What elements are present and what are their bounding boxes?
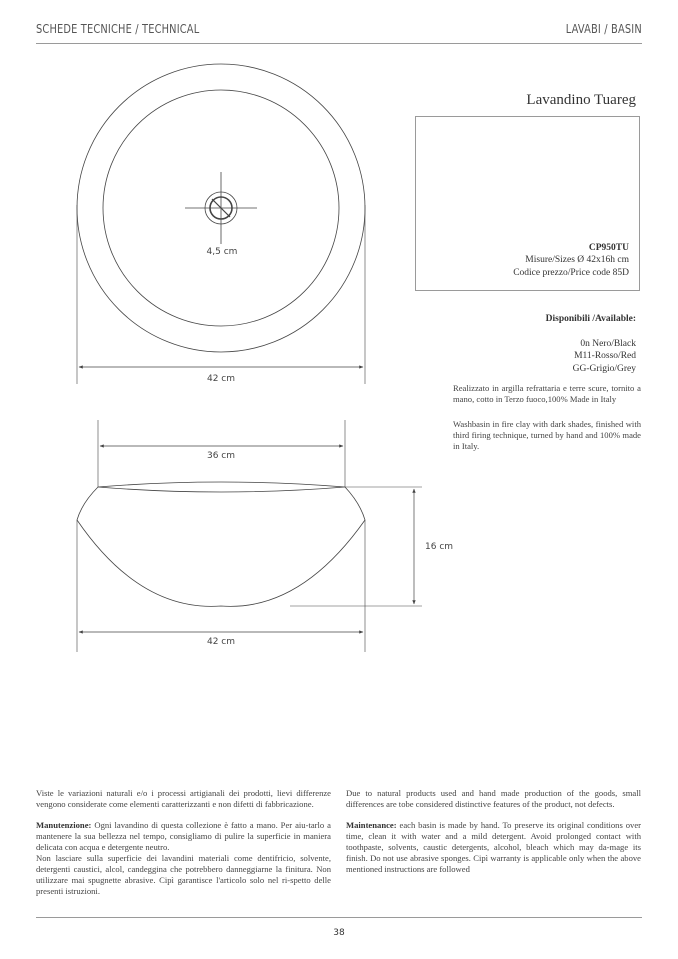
header-category-label: LAVABI / BASIN — [565, 22, 642, 36]
top-view-drawing — [77, 64, 365, 384]
basin-rim-line — [98, 487, 345, 492]
notes-it-intro: Viste le variazioni naturali e/o i processi artigianali dei prodotti, lievi differenze vengono considerate come elementi caratterizzanti e non difetti di fabbricazione. — [36, 788, 331, 809]
notes-it-maintenance — [36, 820, 331, 853]
description-italian: Realizzato in argilla refrattaria e terre scure, tornito a mano, cotto in Terzo fuoco,100% Made in Italy — [453, 383, 641, 404]
availability-block — [546, 313, 636, 375]
footer-divider — [36, 917, 642, 918]
product-sizes: Misure/Sizes Ø 42x16h cm — [525, 255, 629, 265]
availability-option: 0n Nero/Black — [580, 338, 636, 349]
notes-it-maintenance-label: Manutenzione: — [36, 820, 92, 830]
product-code: CP950TU — [588, 242, 629, 253]
notes-english — [346, 788, 641, 875]
availability-option: M11-Rosso/Red — [574, 351, 636, 361]
notes-it-maintenance-text: Ogni lavandino di questa collezione è fatto a mano. Per aiu-tarlo a mantenere la sua bellezza nel tempo, consigliamo di pulire la superficie in maniera delicata con acqua e detergente neutro. — [36, 820, 331, 852]
rim-width-label: 36 cm — [206, 451, 236, 461]
notes-it-warning: Non lasciare sulla superficie dei lavandini materiali come dentifricio, solvente, detergenti caustici, alcol, candeggina che potrebbero danneggiarne la finitura. Non utilizzare mai spugnette abrasive. Cipì garantisce l'articolo solo nel ri-spetto delle presenti istruzioni. — [36, 853, 331, 896]
height-label: 16 cm — [425, 542, 454, 552]
drain-diameter-label: 4,5 cm — [206, 247, 238, 257]
product-info-text — [513, 242, 629, 280]
description-english: Washbasin in fire clay with dark shades, finished with third firing technique, turned by hand and 100% made in Italy. — [453, 419, 641, 451]
header-section-label: SCHEDE TECNICHE / TECHNICAL — [36, 22, 200, 36]
notes-en-intro: Due to natural products used and hand made production of the goods, small differences are tobe considered distinctive features of the product, not defects. — [346, 788, 641, 809]
notes-en-maintenance-text: each basin is made by hand. To preserve its original conditions over time, clean it with water and a mild detergent. Avoid prolonged contact with toothpaste, solvents, caustic detergents, alcohol, bleach which may da-mage its finish. Do not use abrasive sponges. Cipì warranty is applicable only when the above mentioned instructions are followed — [346, 820, 642, 874]
product-price-code: Codice prezzo/Price code 85D — [513, 267, 629, 278]
availability-heading: Disponibili /Available: — [545, 314, 636, 324]
side-width-label: 42 cm — [206, 637, 236, 647]
product-info-box — [415, 116, 640, 291]
product-title: Lavandino Tuareg — [526, 92, 636, 108]
notes-italian — [36, 788, 331, 897]
notes-en-maintenance-label: Maintenance: — [346, 820, 397, 830]
side-view-drawing — [77, 420, 422, 652]
availability-option: GG-Grigio/Grey — [572, 363, 636, 374]
notes-en-maintenance — [346, 820, 641, 875]
basin-profile — [77, 482, 365, 606]
page-number: 38 — [333, 928, 345, 938]
top-width-label: 42 cm — [206, 374, 236, 384]
